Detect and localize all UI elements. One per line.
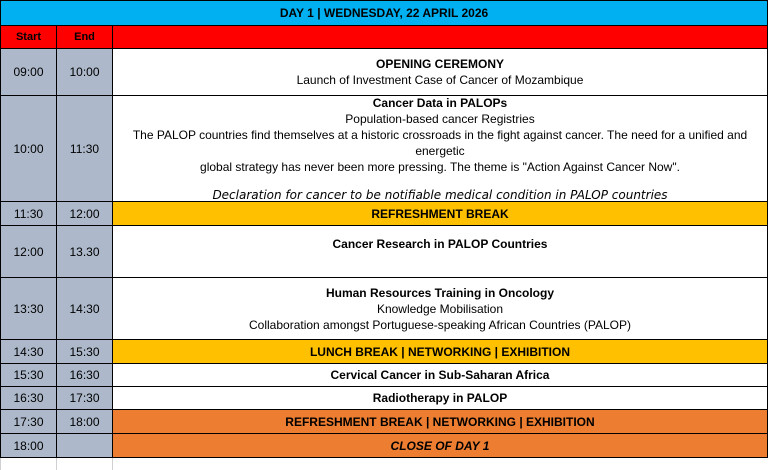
start-time: 17:30: [0, 410, 57, 434]
close-cell: CLOSE OF DAY 1: [113, 434, 768, 458]
session-title: Cancer Research in PALOP Countries: [332, 237, 548, 251]
start-time: 18:00: [0, 434, 57, 458]
break-cell: REFRESHMENT BREAK: [113, 202, 768, 226]
start-time: 09:00: [0, 49, 57, 96]
table-row: [0, 387, 768, 410]
session-cell: [113, 226, 768, 278]
header-start: Start: [0, 26, 57, 49]
end-time: 13.30: [57, 226, 113, 278]
end-time: 18:00: [57, 410, 113, 434]
session-line: Launch of Investment Case of Cancer of Mozambique: [296, 73, 584, 87]
table-row: [0, 49, 768, 96]
session-cell: [113, 278, 768, 340]
session-line: Collaboration amongst Portuguese-speaking African Countries (PALOP): [249, 317, 631, 332]
table-row: [0, 434, 768, 458]
session-line: The PALOP countries find themselves at a historic crossroads in the fight against cancer. The need for a unified and energetic: [132, 127, 748, 158]
session-declaration: Declaration for cancer to be notifiable medical condition in PALOP countries: [212, 187, 668, 202]
end-time: 10:00: [57, 49, 113, 96]
end-time: 15:30: [57, 340, 113, 364]
end-time: 11:30: [57, 96, 113, 202]
table-row: [0, 226, 768, 278]
session-line: global strategy has never been more pressing. The theme is "Action Against Cancer Now".: [200, 159, 680, 174]
session-title: Human Resources Training in Oncology: [325, 285, 555, 300]
start-time: 13:30: [0, 278, 57, 340]
break-cell: LUNCH BREAK | NETWORKING | EXHIBITION: [113, 340, 768, 364]
session-line: Knowledge Mobilisation: [376, 301, 504, 316]
session-cell: [113, 96, 768, 202]
table-row: [0, 96, 768, 202]
end-time: 16:30: [57, 364, 113, 387]
header-end: End: [57, 26, 113, 49]
session-title: OPENING CEREMONY: [375, 57, 504, 71]
day-title: DAY 1 | WEDNESDAY, 22 APRIL 2026: [0, 0, 768, 26]
start-time: 11:30: [0, 202, 57, 226]
session-cell: [113, 49, 768, 96]
start-time: 15:30: [0, 364, 57, 387]
session-title: Radiotherapy in PALOP: [113, 387, 768, 410]
start-time: 16:30: [0, 387, 57, 410]
table-row: [0, 202, 768, 226]
grid-tail: [0, 458, 768, 470]
day-title-row: [0, 0, 768, 26]
table-row: [0, 364, 768, 387]
column-header-row: [0, 26, 768, 49]
end-time: 12:00: [57, 202, 113, 226]
session-line: Population-based cancer Registries: [345, 111, 535, 126]
table-row: [0, 410, 768, 434]
table-row: [0, 340, 768, 364]
session-title: Cancer Data in PALOPs: [372, 95, 508, 110]
break-cell: REFRESHMENT BREAK | NETWORKING | EXHIBITION: [113, 410, 768, 434]
start-time: 12:00: [0, 226, 57, 278]
end-time: 17:30: [57, 387, 113, 410]
table-row: [0, 278, 768, 340]
start-time: 10:00: [0, 96, 57, 202]
end-time: 14:30: [57, 278, 113, 340]
end-time: [57, 434, 113, 458]
start-time: 14:30: [0, 340, 57, 364]
session-title: Cervical Cancer in Sub-Saharan Africa: [113, 364, 768, 387]
header-blank: [113, 26, 768, 49]
